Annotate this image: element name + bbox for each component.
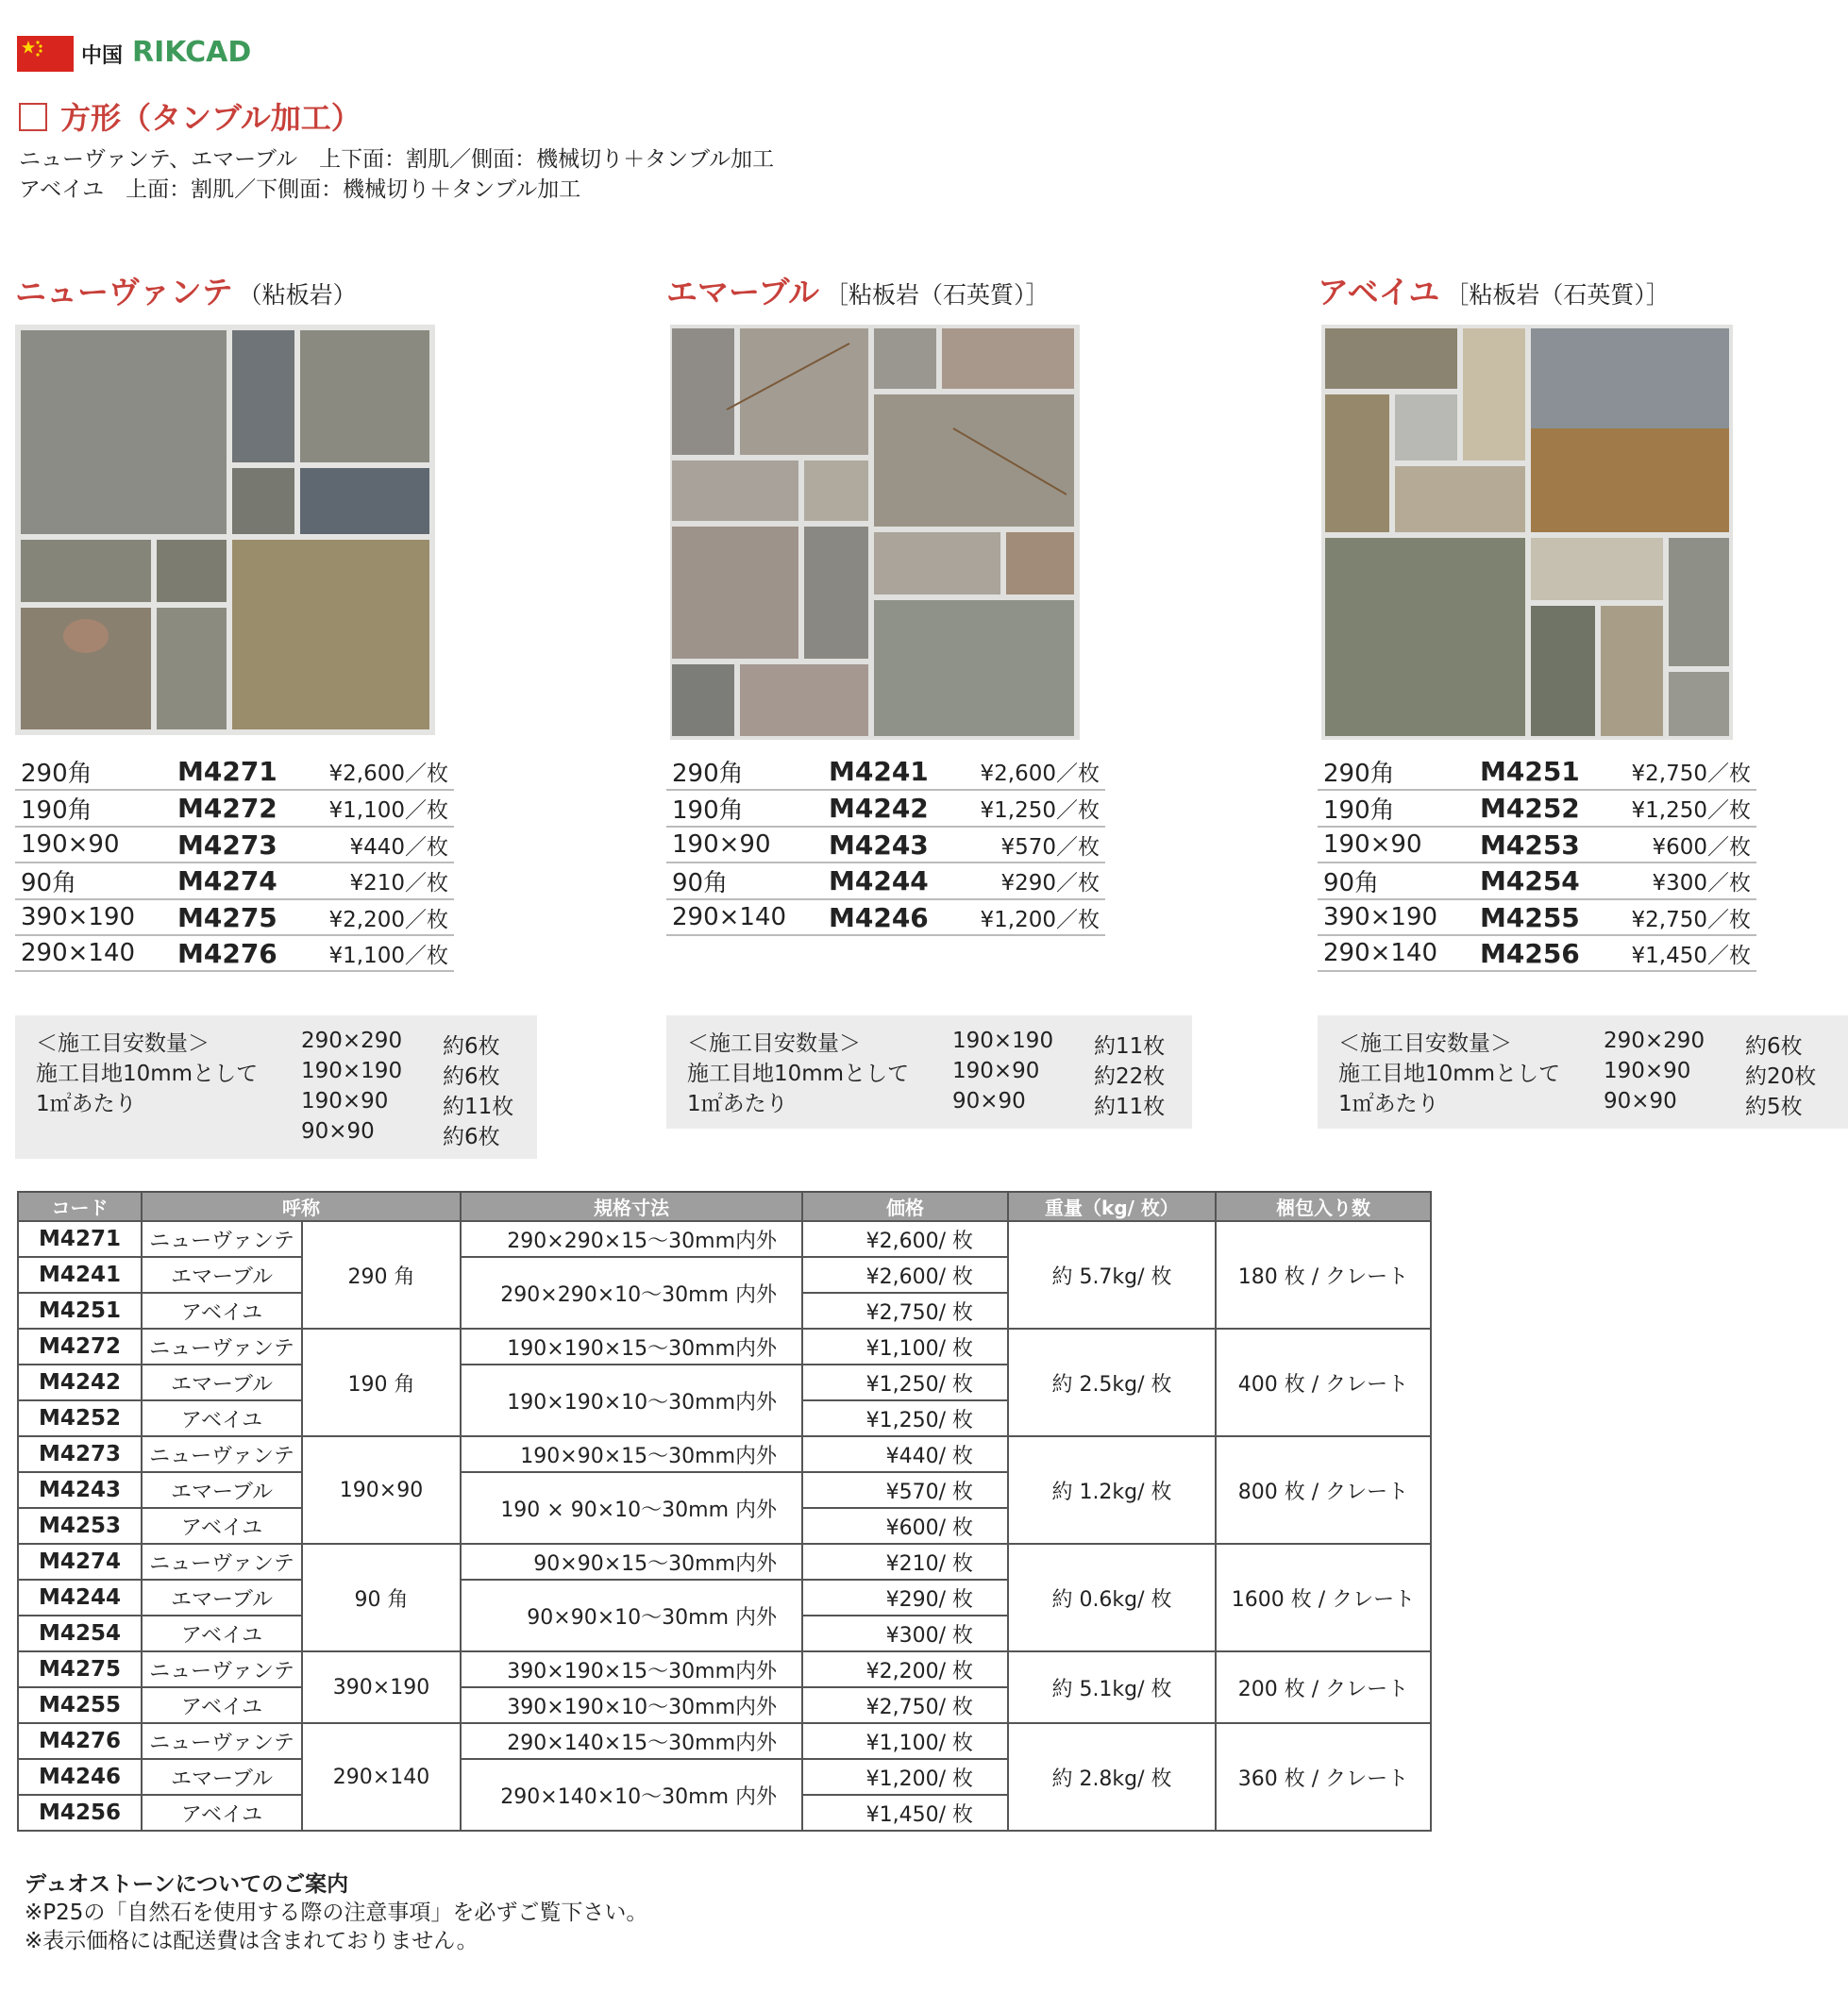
table-row: M4254 アベイユ ¥300/ 枚 <box>18 1616 1431 1651</box>
desc-line-2: アベイユ 上面：割肌／下側面：機械切り＋タンブル加工 <box>19 177 581 202</box>
table-row: 290×140 M4246 ¥1,200／枚 <box>666 899 1105 935</box>
table-row: M4255 アベイユ 390×190×10～30mm内外 ¥2,750/ 枚 <box>18 1687 1431 1723</box>
price-table-emarble <box>666 754 1105 936</box>
spec-header-row <box>18 1192 1431 1221</box>
country-label: 中国 <box>81 44 124 68</box>
header-code: コード <box>18 1192 142 1221</box>
table-row: M4253 アベイユ ¥600/ 枚 <box>18 1508 1431 1544</box>
table-row: 290×140 M4256 ¥1,450／枚 <box>1318 935 1756 971</box>
table-row: 90角 M4244 ¥290／枚 <box>666 863 1105 899</box>
header-weight: 重量（kg/ 枚） <box>1008 1192 1216 1221</box>
price-table-newvante <box>15 754 454 972</box>
table-row: 390×190 M4255 ¥2,750／枚 <box>1318 899 1756 935</box>
desc-line-1: ニューヴァンテ、エマーブル 上下面：割肌／側面：機械切り＋タンブル加工 <box>19 147 775 172</box>
table-row: M4251 アベイユ ¥2,750/ 枚 <box>18 1293 1431 1329</box>
table-row: M4244 エマーブル 90×90×10～30mm 内外 ¥290/ 枚 <box>18 1580 1431 1616</box>
header-pack: 梱包入り数 <box>1216 1192 1431 1221</box>
table-row: 190×90 M4273 ¥440／枚 <box>15 827 454 863</box>
install-guide-emarble: ＜施工目安数量＞ 施工目地10mmとして 1㎡あたり 190×190 約11枚 190×90 約22枚 90×90 約11枚 <box>666 1015 1192 1129</box>
checkbox-icon <box>19 103 47 131</box>
product-title: ニューヴァンテ （粘板岩） <box>15 274 357 310</box>
table-row: M4273 ニューヴァンテ 190×90 190×90×15～30mm内外 ¥440/ 枚 約 1.2kg/ 枚 800 枚 / クレート <box>18 1436 1431 1472</box>
install-guide-abeille: ＜施工目安数量＞ 施工目地10mmとして 1㎡あたり 290×290 約6枚 190×90 約20枚 90×90 約5枚 <box>1318 1015 1848 1129</box>
table-row: M4256 アベイユ ¥1,450/ 枚 <box>18 1795 1431 1831</box>
table-row: 190角 M4272 ¥1,100／枚 <box>15 790 454 827</box>
product-title: エマーブル ［粘板岩（石英質）］ <box>666 274 1050 310</box>
table-row: M4242 エマーブル 190×190×10～30mm内外 ¥1,250/ 枚 <box>18 1365 1431 1400</box>
spec-table <box>17 1191 1432 1832</box>
stone-photo-newvante <box>15 325 435 735</box>
table-row: 290×140 M4276 ¥1,100／枚 <box>15 935 454 971</box>
table-row: M4272 ニューヴァンテ 190 角 190×190×15～30mm内外 ¥1,100/ 枚 約 2.5kg/ 枚 400 枚 / クレート <box>18 1329 1431 1365</box>
table-row: 390×190 M4275 ¥2,200／枚 <box>15 899 454 935</box>
product-abeille <box>1318 268 1848 1119</box>
table-row: 190×90 M4243 ¥570／枚 <box>666 827 1105 863</box>
table-row: 90角 M4254 ¥300／枚 <box>1318 863 1756 899</box>
product-title: アベイユ ［粘板岩（石英質）］ <box>1318 274 1670 310</box>
notes-line-2: ※表示価格には配送費は含まれておりません。 <box>25 1929 479 1953</box>
header-price: 価格 <box>802 1192 1008 1221</box>
notes-line-1: ※P25の「自然石を使用する際の注意事項」を必ずご覧下さい。 <box>25 1901 648 1925</box>
table-row: 190角 M4242 ¥1,250／枚 <box>666 790 1105 827</box>
notes <box>25 1870 647 1955</box>
brand-name: RIKCAD <box>132 36 252 69</box>
table-row: 190×90 M4253 ¥600／枚 <box>1318 827 1756 863</box>
table-row: M4274 ニューヴァンテ 90 角 90×90×15～30mm内外 ¥210/ 枚 約 0.6kg/ 枚 1600 枚 / クレート <box>18 1544 1431 1580</box>
price-table-abeille <box>1318 754 1756 972</box>
table-row: M4241 エマーブル 290×290×10～30mm 内外 ¥2,600/ 枚 <box>18 1257 1431 1293</box>
notes-title: デュオストーンについてのご案内 <box>25 1872 349 1897</box>
install-guide-newvante: ＜施工目安数量＞ 施工目地10mmとして 1㎡あたり 290×290 約6枚 190×190 約6枚 190×90 約11枚 90×90 約6枚 <box>15 1015 537 1159</box>
table-row: M4252 アベイユ ¥1,250/ 枚 <box>18 1400 1431 1436</box>
header-name: 呼称 <box>142 1192 461 1221</box>
stone-photo-emarble <box>670 325 1080 740</box>
product-newvante <box>15 268 619 1149</box>
table-row: M4246 エマーブル 290×140×10～30mm 内外 ¥1,200/ 枚 <box>18 1759 1431 1795</box>
table-row: 190角 M4252 ¥1,250／枚 <box>1318 790 1756 827</box>
china-flag-icon <box>17 36 74 72</box>
table-row: 290角 M4241 ¥2,600／枚 <box>666 754 1105 790</box>
stone-photo-abeille <box>1321 325 1733 740</box>
table-row: M4243 エマーブル 190 × 90×10～30mm 内外 ¥570/ 枚 <box>18 1472 1431 1508</box>
table-row: 90角 M4274 ¥210／枚 <box>15 863 454 899</box>
product-emarble <box>666 268 1270 1119</box>
table-row: M4276 ニューヴァンテ 290×140 290×140×15～30mm内外 ¥1,100/ 枚 約 2.8kg/ 枚 360 枚 / クレート <box>18 1723 1431 1759</box>
table-row: M4275 ニューヴァンテ 390×190 390×190×15～30mm内外 ¥2,200/ 枚 約 5.1kg/ 枚 200 枚 / クレート <box>18 1651 1431 1687</box>
header-dimensions: 規格寸法 <box>461 1192 802 1221</box>
table-row: M4271 ニューヴァンテ 290 角 290×290×15～30mm内外 ¥2,600/ 枚 約 5.7kg/ 枚 180 枚 / クレート <box>18 1221 1431 1257</box>
table-row: 290角 M4271 ¥2,600／枚 <box>15 754 454 790</box>
table-row: 290角 M4251 ¥2,750／枚 <box>1318 754 1756 790</box>
section-title: 方形（タンブル加工） <box>19 94 361 138</box>
